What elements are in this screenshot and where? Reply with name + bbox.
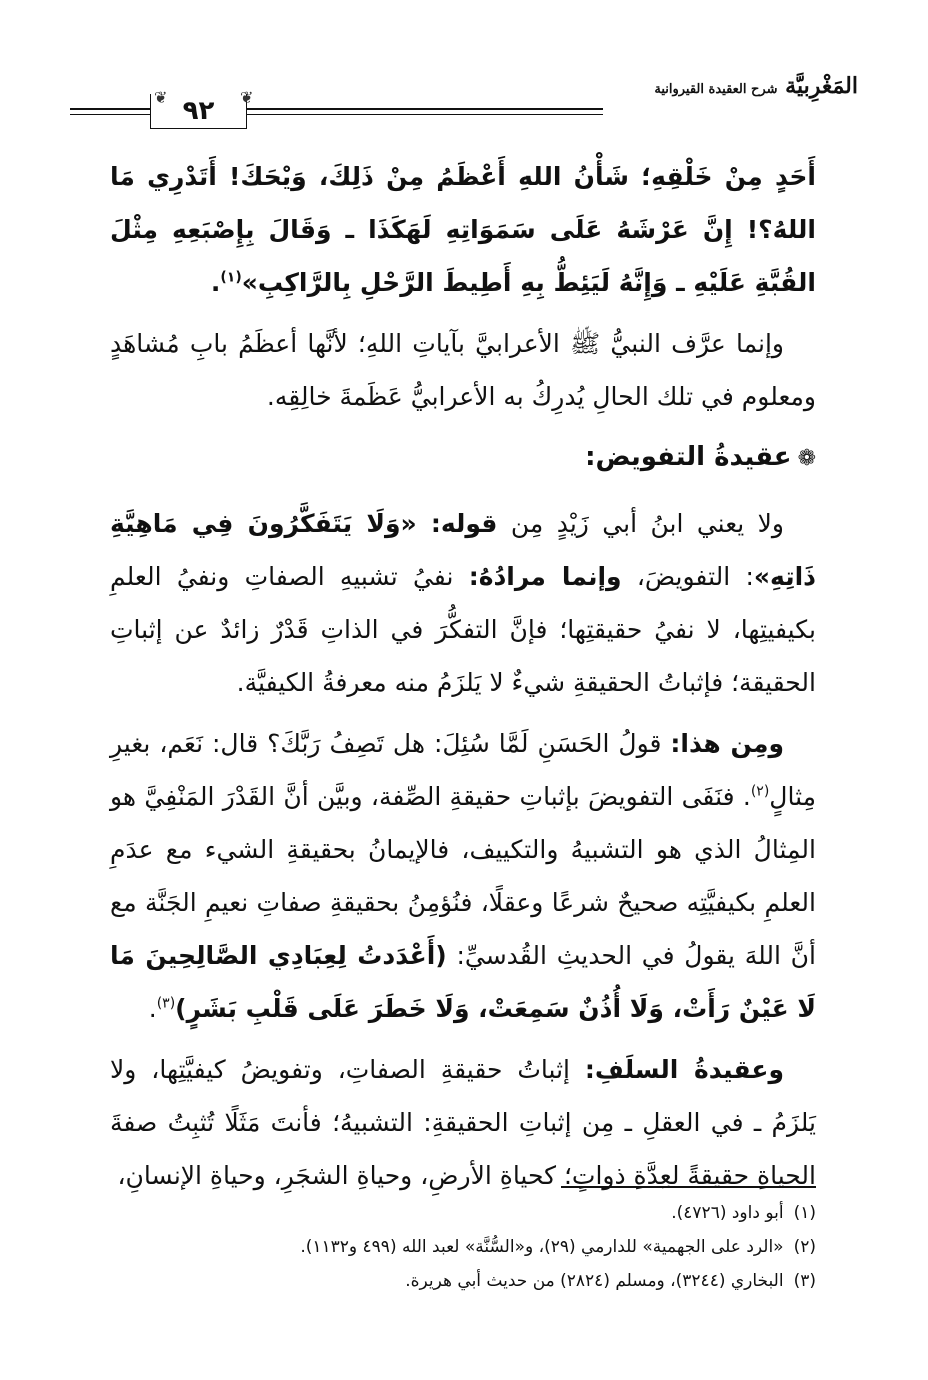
- paragraph-salaf: [110, 1043, 816, 1202]
- flourish-ornament-icon: ❦: [154, 88, 168, 107]
- footnotes: [110, 1196, 816, 1298]
- footnote: [110, 1264, 816, 1298]
- text-run: قولُ الحَسَنِ لَمَّا سُئِلَ: هل تَصِفُ رَبَّكَ؟ قال: نَعَم، بغيرِ مِثالٍ: [110, 729, 816, 811]
- text-run: نفيُ تشبيهِ الصفاتِ ونفيُ العلمِ بكيفيتِها، لا نفيُ حقيقتِها؛ فإنَّ التفكُّرَ في الذاتِ قَدْرٌ زائدٌ عن إثباتِ الحقيقة؛ فإثباتُ الحقيقةِ شيءٌ لا يَلزَمُ منه معرفةُ الكيفيَّة.: [110, 562, 816, 697]
- footnote-ref[interactable]: (١): [220, 269, 242, 286]
- book-title: [613, 68, 858, 108]
- footnote: [110, 1230, 816, 1264]
- footnote-text: البخاري (٣٢٤٤)، ومسلم (٢٨٢٤) من حديث أبي هريرة.: [405, 1271, 784, 1291]
- bold-text: وعقيدةُ السلَفِ:: [584, 1055, 785, 1084]
- paragraph-hasan: [110, 717, 816, 1035]
- footnote: [110, 1196, 816, 1230]
- main-text: [110, 150, 816, 1210]
- page-number: ٩٢: [182, 96, 215, 126]
- hadith-text: أَحَدٍ مِنْ خَلْقِهِ؛ شَأْنُ اللهِ أَعْظَمُ مِنْ ذَلِكَ، وَيْحَكَ! أَتَدْرِي مَا اللهُ؟! إِنَّ عَرْشَهُ عَلَى سَمَوَاتِهِ لَهَكَذَا ـ وَقَالَ بِإِصْبَعِهِ مِثْلَ القُبَّةِ عَلَيْهِ ـ وَإِنَّهُ لَيَئِطُّ بِهِ أَطِيطَ الرَّحْلِ بِالرَّاكِبِ»: [110, 162, 816, 297]
- footnote-ref[interactable]: (٣): [156, 995, 176, 1012]
- footnote-number: (١): [793, 1203, 816, 1223]
- paragraph-tafwid: [110, 497, 816, 709]
- footnote-number: (٣): [793, 1271, 816, 1291]
- paragraph-explanation: وإنما عرَّف النبيُّ ﷺ الأعرابيَّ بآياتِ اللهِ؛ لأنَّها أعظَمُ بابِ مُشاهَدٍ ومعلوم في تلك الحالِ يُدرِكُ به الأعرابيُّ عَظَمةَ خالِقِه.: [110, 329, 816, 411]
- text-run: إثباتُ حقيقةِ الصفاتِ، وتفويضُ كيفيَّتِها، ولا يَلزَمُ ـ في العقلِ ـ مِن إثباتِ الحقيقةِ: التشبيهُ؛ فأنتَ مَثَلًا تُثبِتُ صفةَ الحياةِ حقيقةً لعِدَّةِ ذواتٍ؛ كحياةِ الأرضِ، وحياةِ الشجَرِ، وحياةِ الإنسانِ،: [110, 1055, 816, 1190]
- footnote-text: أبو داود (٤٧٢٦).: [671, 1203, 784, 1223]
- flourish-ornament-icon: ❦: [240, 88, 254, 107]
- section-heading: [110, 431, 816, 485]
- book-title-subtitle: شرح العقيدة القيروانية: [654, 82, 778, 97]
- floral-ornament-icon: ❁: [797, 446, 816, 471]
- bold-text: ومِن هذا:: [670, 729, 784, 758]
- footnote-separator: [561, 1186, 816, 1188]
- bold-text: وإنما مرادُهُ:: [468, 562, 622, 591]
- footnote-number: (٢): [793, 1237, 816, 1257]
- text-run: ولا يعني ابنُ أبي زَيْدٍ مِن: [497, 509, 784, 538]
- book-title-main: المَغْرِبيَّة: [785, 73, 858, 99]
- punctuation: .: [148, 994, 157, 1023]
- footnote-ref[interactable]: (٢): [750, 783, 770, 800]
- footnote-text: «الرد على الجهمية» للدارمي (٢٩)، و«السُّنَّة» لعبد الله (٤٩٩ و١١٣٢).: [300, 1237, 784, 1257]
- hadith-qudsi-quote: (أَعْدَدتُ لِعِبَادِي الصَّالِحِينَ مَا لَا عَيْنٌ رَأَتْ، وَلَا أُذُنٌ سَمِعَتْ، وَلَا خَطَرَ عَلَى قَلْبِ بَشَرٍ): [110, 941, 816, 1023]
- text-run: : التفويضَ،: [621, 562, 754, 591]
- page-header: [70, 68, 858, 128]
- section-heading-text: عقيدةُ التفويض:: [585, 442, 792, 472]
- punctuation: .: [210, 268, 221, 297]
- quoted-text: قوله: «وَلَا يَتَفَكَّرُونَ فِي مَاهِيَّةِ ذَاتِهِ»: [110, 509, 816, 591]
- paragraph-hadith-continuation: [110, 150, 816, 309]
- text-run: . فنَفَى التفويضَ بإثباتِ حقيقةِ الصِّفة، وبيَّن أنَّ القَدْرَ المَنْفِيَّ هو المِثالُ الذي هو التشبيهُ والتكييف، فالإيمانُ بحقيقةِ الشيء مع عدَمِ العلمِ بكيفيَّتِه صحيحٌ شرعًا وعقلًا، فنُؤمِنُ بحقيقةِ صفاتِ نعيمِ الجَنَّة مع أنَّ اللهَ يقولُ في الحديثِ القُدسيِّ:: [110, 782, 816, 970]
